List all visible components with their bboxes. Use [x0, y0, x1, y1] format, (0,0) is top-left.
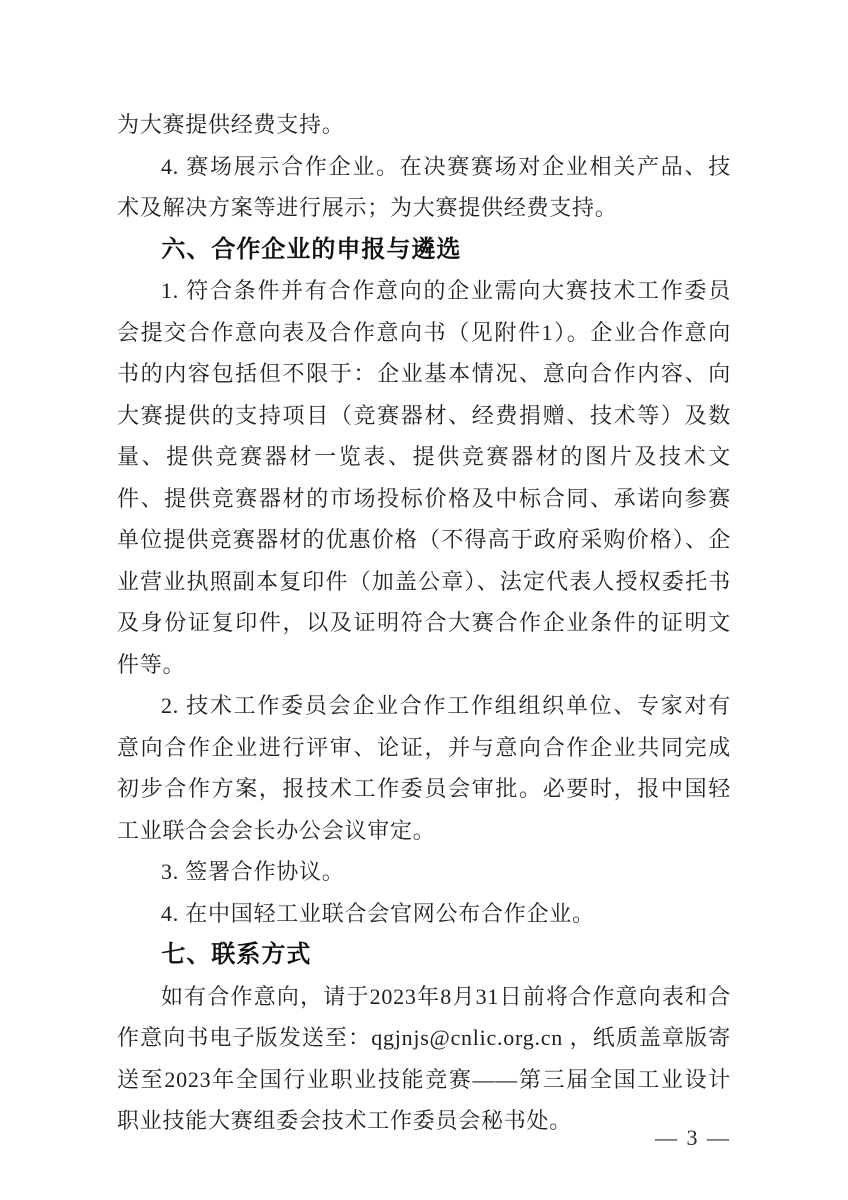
numbered-paragraph-4-venue-display: 4. 赛场展示合作企业。在决赛赛场对企业相关产品、技术及解决方案等进行展示；为大赛提供经费支持。 — [117, 153, 731, 220]
section-heading-7-contact: 七、联系方式 — [161, 940, 312, 968]
paragraph-contact-info: 如有合作意向，请于2023年8月31日前将合作意向表和合作意向书电子版发送至：qgjnjs@cnlic.org.cn ，纸质盖章版寄送至2023年全国行业职业技能竞赛——第三届全国工业设计职业技能大赛组委会技术工作委员会秘书处。 — [117, 983, 731, 1133]
numbered-paragraph-2-review-process: 2. 技术工作委员会企业合作工作组组织单位、专家对有意向合作企业进行评审、论证，并与意向合作企业共同完成初步合作方案，报技术工作委员会审批。必要时，报中国轻工业联合会会长办公会议审定。 — [117, 693, 731, 843]
document-body — [117, 104, 731, 1142]
numbered-paragraph-4-publish-partners: 4. 在中国轻工业联合会官网公布合作企业。 — [161, 900, 595, 926]
page-number: — 3 — — [655, 1125, 731, 1150]
section-heading-6-application-selection: 六、合作企业的申报与遴选 — [161, 234, 462, 263]
paragraph-continuation: 为大赛提供经费支持。 — [117, 112, 345, 137]
numbered-paragraph-1-application-materials: 1. 符合条件并有合作意向的企业需向大赛技术工作委员会提交合作意向表及合作意向书（见附件1）。企业合作意向书的内容包括但不限于：企业基本情况、意向合作内容、向大赛提供的支持项目（竞赛器材、经费捐赠、技术等）及数量、提供竞赛器材一览表、提供竞赛器材的图片及技术文件、提供竞赛器材的市场投标价格及中标合同、承诺向参赛单位提供竞赛器材的优惠价格（不得高于政府采购价格）、企业营业执照副本复印件（加盖公章）、法定代表人授权委托书及身份证复印件，以及证明符合大赛合作企业条件的证明文件等。 — [117, 278, 731, 677]
numbered-paragraph-3-sign-agreement: 3. 签署合作协议。 — [161, 859, 345, 884]
